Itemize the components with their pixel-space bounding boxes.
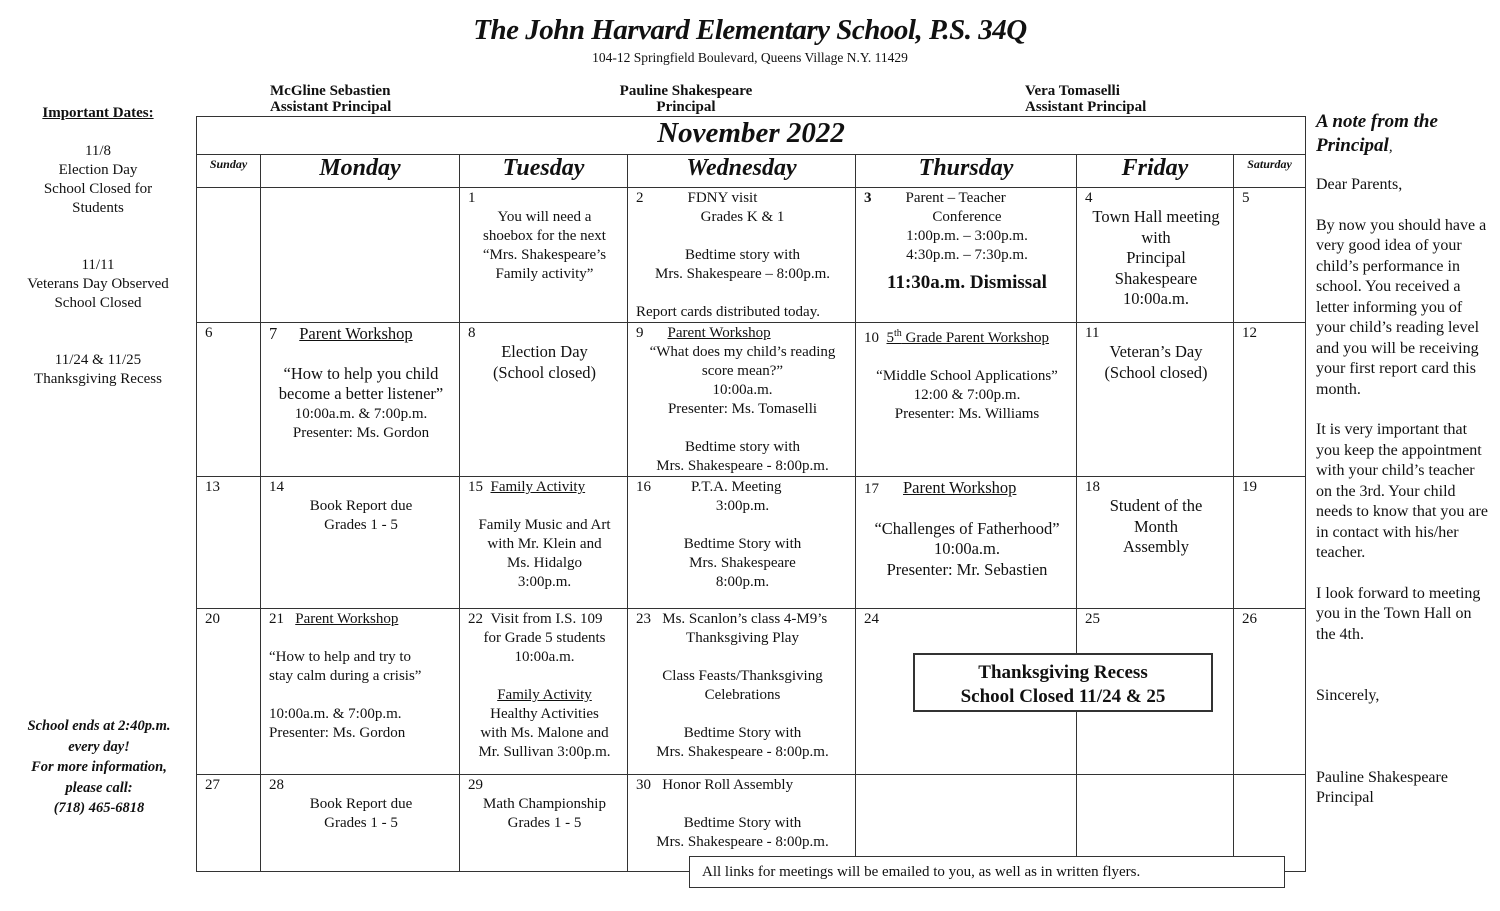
- day-number: 28: [269, 777, 284, 793]
- day-cell-nov-2: [628, 188, 856, 323]
- note-signature-name: Pauline Shakespeare: [1316, 768, 1448, 786]
- calendar-grid: [196, 116, 1306, 872]
- note-title-comma: ,: [1388, 139, 1393, 155]
- day-header-friday: Friday: [1077, 155, 1234, 188]
- staff-title: Principal: [656, 99, 716, 115]
- note-paragraph: It is very important that you keep the appointment with your child’s teacher on the 3rd. Your child needs to know that you are in contact with his/her teacher.: [1316, 421, 1488, 561]
- day-cell-nov-12: [1234, 323, 1306, 477]
- day-cell-nov-7: [261, 323, 460, 477]
- day-cell-nov-1: [460, 188, 628, 323]
- day-cell-nov-16: [628, 477, 856, 609]
- day-cell-nov-19: [1234, 477, 1306, 609]
- event-line: 3:00p.m.: [715, 498, 770, 514]
- staff-principal: [586, 83, 786, 115]
- event-line: Conference: [932, 209, 1002, 225]
- event-line: Mrs. Shakespeare - 8:00p.m.: [656, 458, 829, 474]
- event-line: 1:00p.m. – 3:00p.m.: [906, 228, 1028, 244]
- date-line: School Closed: [54, 295, 142, 311]
- date-line: 11/8: [84, 143, 112, 159]
- date-line: Thanksgiving Recess: [34, 371, 162, 387]
- important-dates-heading: Important Dates:: [42, 105, 154, 121]
- day-cell-nov-6: [197, 323, 261, 477]
- note-line: please call:: [65, 779, 133, 796]
- day-number: 24: [864, 611, 879, 627]
- event-line: Shakespeare: [1114, 268, 1198, 288]
- day-cell-nov-23: [628, 609, 856, 775]
- day-cell-nov-5: [1234, 188, 1306, 323]
- event-line: 4:30p.m. – 7:30p.m.: [906, 247, 1028, 263]
- calendar-month-title: November 2022: [197, 117, 1306, 155]
- event-line: Month: [1133, 516, 1178, 536]
- important-date-veterans: [12, 256, 184, 313]
- day-number: 30: [636, 777, 651, 793]
- event-line: Presenter: Ms. Gordon: [269, 725, 406, 741]
- event-line: Principal: [1126, 248, 1186, 267]
- day-number: 7: [269, 324, 278, 343]
- event-subtitle: Family Activity: [497, 687, 592, 703]
- event-line: Bedtime Story with: [683, 815, 802, 831]
- event-line: “How to help and try to: [269, 649, 412, 665]
- event-line: 10:00a.m.: [514, 649, 575, 665]
- day-number: 8: [468, 325, 476, 341]
- event-line: 8:00p.m.: [715, 574, 770, 590]
- event-line: Healthy Activities: [490, 706, 599, 722]
- day-number: 21: [269, 611, 284, 627]
- event-line: become a better listener”: [278, 384, 444, 403]
- staff-name: Pauline Shakespeare: [619, 83, 753, 99]
- event-title: Parent Workshop: [299, 324, 413, 343]
- event-line: Mrs. Shakespeare - 8:00p.m.: [656, 834, 829, 850]
- day-header-thursday: Thursday: [856, 155, 1077, 188]
- event-line: Grades 1 - 5: [324, 815, 398, 831]
- event-title-text: Grade Parent Workshop: [901, 330, 1050, 346]
- note-greeting: Dear Parents,: [1316, 176, 1403, 193]
- event-line: Family Music and Art: [478, 517, 611, 533]
- note-title-line: Principal: [1316, 135, 1389, 156]
- day-cell-nov-10: [856, 323, 1077, 477]
- event-title: P.T.A. Meeting: [691, 479, 782, 495]
- event-line: “Mrs. Shakespeare’s: [482, 247, 607, 263]
- event-line: Report cards distributed today.: [636, 304, 820, 320]
- event-line: Mrs. Shakespeare - 8:00p.m.: [656, 744, 829, 760]
- note-line: every day!: [68, 738, 130, 755]
- day-number: 16: [636, 479, 651, 495]
- staff-assistant-principal-1: [270, 83, 391, 115]
- grade-number: 5: [886, 330, 894, 346]
- principal-note: [1316, 110, 1494, 809]
- day-header-monday: Monday: [261, 155, 460, 188]
- event-line: Math Championship: [483, 796, 606, 812]
- day-number: 2: [636, 190, 644, 206]
- phone-number: (718) 465-6818: [53, 800, 145, 816]
- event-line: Mrs. Shakespeare: [689, 555, 796, 571]
- event-line: You will need a: [497, 209, 592, 225]
- day-number: 9: [636, 325, 644, 341]
- day-number: 12: [1242, 325, 1257, 341]
- event-line: Mr. Sullivan 3:00p.m.: [478, 744, 611, 760]
- day-cell-nov-29: [460, 775, 628, 872]
- staff-name: McGline Sebastien: [270, 83, 391, 99]
- event-title: Honor Roll Assembly: [662, 777, 794, 793]
- important-date-election: [12, 142, 184, 218]
- event-line: 10:00a.m. & 7:00p.m.: [269, 706, 402, 722]
- event-line: Book Report due: [309, 498, 413, 514]
- thanksgiving-recess-box: [913, 653, 1213, 712]
- day-cell-empty: [197, 188, 261, 323]
- event-line: “Challenges of Fatherhood”: [874, 518, 1060, 538]
- day-number: 10: [864, 330, 879, 346]
- school-name: The John Harvard Elementary School, P.S. 34Q: [473, 14, 1027, 46]
- day-number: 27: [205, 777, 220, 793]
- event-line: Presenter: Mr. Sebastien: [886, 559, 1048, 579]
- event-line: with: [1141, 227, 1171, 247]
- event-line: 12:00 & 7:00p.m.: [913, 387, 1021, 403]
- note-signature-title: Principal: [1316, 789, 1374, 806]
- event-title: Ms. Scanlon’s class 4-M9’s: [662, 611, 828, 627]
- principal-note-title: [1316, 110, 1494, 159]
- day-number: 3: [864, 190, 872, 206]
- event-line: Presenter: Ms. Williams: [894, 406, 1040, 422]
- day-cell-nov-27: [197, 775, 261, 872]
- event-line: “Middle School Applications”: [876, 368, 1058, 384]
- day-number: 22: [468, 611, 483, 627]
- recess-dates: School Closed 11/24 & 25: [960, 686, 1166, 707]
- recess-title: Thanksgiving Recess: [978, 662, 1148, 683]
- event-line: 10:00a.m.: [712, 382, 773, 398]
- event-line: Grades K & 1: [700, 209, 785, 225]
- event-line: Bedtime Story with: [683, 725, 802, 741]
- day-number: 26: [1242, 611, 1257, 627]
- staff-title: Assistant Principal: [1025, 99, 1147, 115]
- day-cell-nov-11: [1077, 323, 1234, 477]
- day-number: 15: [468, 479, 483, 495]
- event-line: for Grade 5 students: [483, 630, 606, 646]
- day-number: 6: [205, 325, 213, 341]
- day-number: 4: [1085, 190, 1093, 206]
- day-number: 19: [1242, 479, 1257, 495]
- staff-name: Vera Tomaselli: [1025, 83, 1120, 99]
- event-line: Presenter: Ms. Tomaselli: [667, 401, 818, 417]
- day-cell-nov-20: [197, 609, 261, 775]
- date-line: 11/24 & 11/25: [54, 352, 142, 368]
- event-title: Parent – Teacher: [905, 190, 1006, 206]
- day-header-tuesday: Tuesday: [460, 155, 628, 188]
- event-line: Veteran’s Day: [1109, 342, 1203, 361]
- day-number: 23: [636, 611, 651, 627]
- event-title: Parent Workshop: [295, 611, 399, 627]
- day-cell-nov-4: [1077, 188, 1234, 323]
- day-number: 29: [468, 777, 483, 793]
- event-line: with Ms. Malone and: [480, 725, 609, 741]
- day-number: 13: [205, 479, 220, 495]
- important-dates: [12, 104, 184, 389]
- day-number: 17: [864, 481, 879, 497]
- event-line: with Mr. Klein and: [487, 536, 602, 552]
- event-line: shoebox for the next: [483, 228, 606, 244]
- event-line: Student of the: [1109, 496, 1203, 515]
- event-line: 10:00a.m.: [934, 539, 1000, 558]
- event-line: Class Feasts/Thanksgiving: [662, 668, 823, 684]
- event-line: 3:00p.m.: [517, 574, 572, 590]
- day-cell-nov-9: [628, 323, 856, 477]
- note-title-line: A note from the: [1316, 111, 1438, 132]
- day-number: 14: [269, 479, 284, 495]
- day-number: 1: [468, 190, 476, 206]
- school-address: 104-12 Springfield Boulevard, Queens Village N.Y. 11429: [592, 50, 908, 65]
- date-line: School Closed for: [43, 181, 153, 197]
- staff-assistant-principal-2: [1025, 83, 1146, 115]
- day-header-wednesday: Wednesday: [628, 155, 856, 188]
- note-paragraph: By now you should have a very good idea of your child’s performance in school. You received a letter informing you of your child’s reading level and you will be receiving your first report card this month.: [1316, 216, 1487, 398]
- day-cell-empty: [261, 188, 460, 323]
- event-title: Parent Workshop: [667, 325, 771, 341]
- meeting-links-note: All links for meetings will be emailed to you, as well as in written flyers.: [689, 856, 1285, 888]
- date-line: 11/11: [81, 257, 115, 273]
- event-line: Family activity”: [495, 266, 594, 282]
- day-cell-nov-13: [197, 477, 261, 609]
- date-line: Students: [72, 200, 124, 216]
- event-title: FDNY visit: [687, 190, 758, 206]
- event-line: Ms. Hidalgo: [507, 555, 582, 571]
- event-line: (School closed): [492, 362, 597, 382]
- day-cell-nov-22: [460, 609, 628, 775]
- event-line: Grades 1 - 5: [324, 517, 398, 533]
- day-number: 25: [1085, 611, 1100, 627]
- dismissal-notice: 11:30a.m. Dismissal: [887, 272, 1047, 293]
- day-cell-nov-17: [856, 477, 1077, 609]
- event-line: Bedtime story with: [685, 247, 800, 263]
- event-line: Celebrations: [704, 687, 781, 703]
- event-line: Bedtime story with: [685, 439, 800, 455]
- event-title: [887, 330, 1050, 346]
- note-closing: Sincerely,: [1316, 687, 1380, 704]
- day-number: 18: [1085, 479, 1100, 495]
- event-line: 10:00a.m.: [1123, 289, 1189, 308]
- event-line: Assembly: [1123, 537, 1189, 556]
- day-cell-nov-21: [261, 609, 460, 775]
- event-line: “How to help you child: [283, 363, 439, 383]
- day-cell-nov-15: [460, 477, 628, 609]
- day-header-sunday: Sunday: [197, 155, 261, 188]
- event-line: Thanksgiving Play: [686, 630, 799, 646]
- event-line: 10:00a.m. & 7:00p.m.: [294, 405, 428, 422]
- event-line: Book Report due: [309, 796, 413, 812]
- event-line: Grades 1 - 5: [507, 815, 582, 831]
- event-line: “What does my child’s reading: [649, 344, 836, 360]
- event-title: Parent Workshop: [903, 478, 1017, 497]
- day-cell-nov-26: [1234, 609, 1306, 775]
- important-date-thanksgiving: [12, 351, 184, 389]
- event-line: score mean?”: [701, 363, 784, 379]
- date-line: Election Day: [58, 162, 138, 178]
- day-cell-nov-28: [261, 775, 460, 872]
- event-title: Visit from I.S. 109: [490, 611, 603, 627]
- day-cell-nov-14: [261, 477, 460, 609]
- event-line: (School closed): [1104, 362, 1208, 382]
- date-line: Veterans Day Observed: [27, 276, 169, 292]
- day-cell-nov-18: [1077, 477, 1234, 609]
- day-number: 11: [1085, 325, 1100, 341]
- event-line: Election Day: [501, 342, 588, 361]
- staff-title: Assistant Principal: [270, 99, 392, 115]
- event-title: Family Activity: [490, 479, 586, 495]
- day-number: 20: [205, 611, 220, 627]
- note-line: For more information,: [31, 759, 167, 775]
- ordinal-suffix: th: [894, 328, 902, 339]
- event-line: Bedtime Story with: [683, 536, 802, 552]
- note-paragraph: I look forward to meeting you in the Town Hall on the 4th.: [1316, 584, 1481, 643]
- day-cell-nov-8: [460, 323, 628, 477]
- day-number: 5: [1242, 190, 1250, 206]
- event-line: Mrs. Shakespeare – 8:00p.m.: [655, 266, 830, 282]
- event-line: stay calm during a crisis”: [269, 668, 422, 684]
- note-line: School ends at 2:40p.m.: [27, 718, 171, 734]
- event-line: Presenter: Ms. Gordon: [292, 424, 430, 441]
- day-cell-nov-3: [856, 188, 1077, 323]
- event-line: Town Hall meeting: [1092, 207, 1220, 226]
- school-hours-note: [14, 716, 184, 819]
- day-header-saturday: Saturday: [1234, 155, 1306, 188]
